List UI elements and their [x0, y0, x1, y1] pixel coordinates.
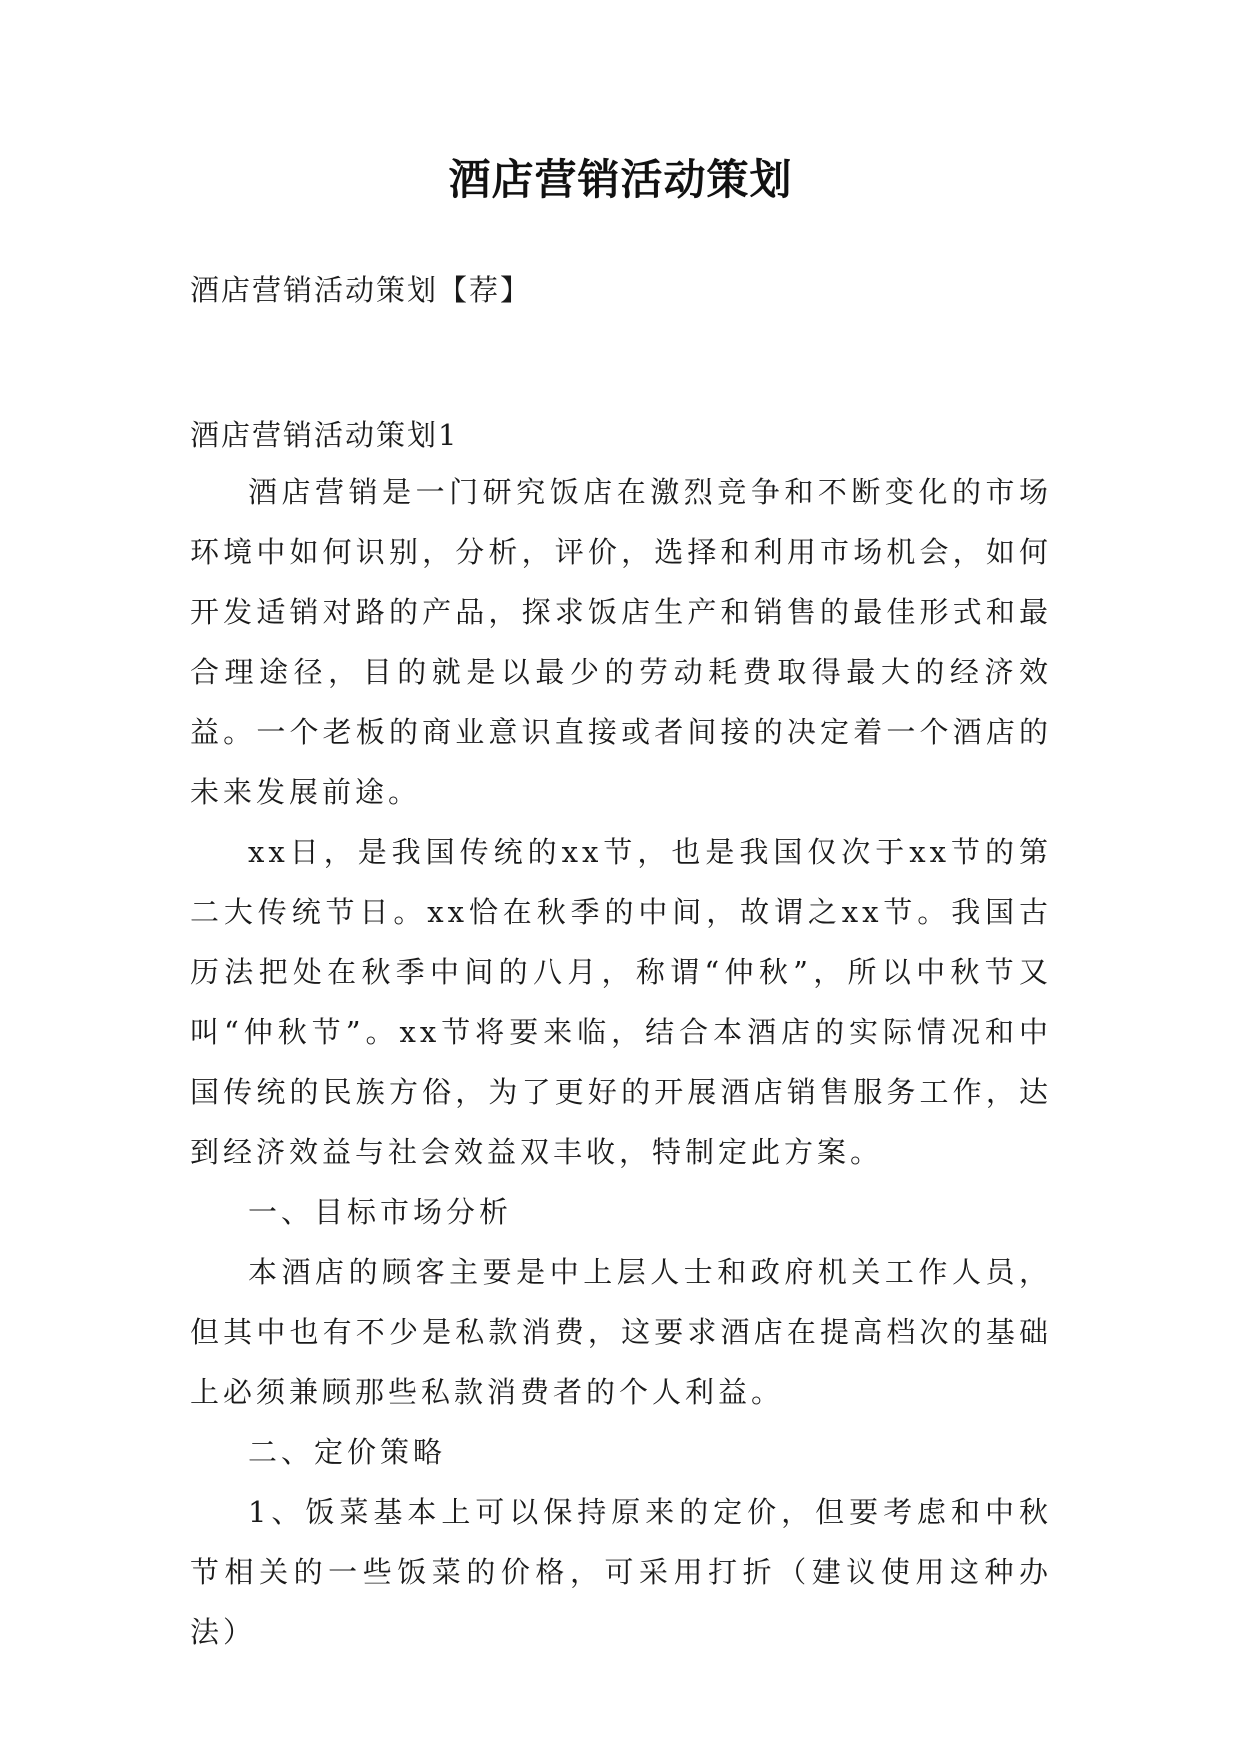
heading-target-market: 一、目标市场分析 [248, 1195, 513, 1229]
heading-pricing: 二、定价策略 [248, 1435, 447, 1469]
document-title: 酒店营销活动策划 [448, 155, 793, 204]
section-title: 酒店营销活动策划1 [190, 418, 459, 452]
paragraph-intro: 酒店营销是一门研究饭店在激烈竞争和不断变化的市场环境中如何识别，分析，评价，选择和利用市场机会，如何开发适销对路的产品，探求饭店生产和销售的最佳形式和最合理途径，目的就是以最少的劳动耗费取得最大的经济效益。一个老板的商业意识直接或者间接的决定着一个酒店的未来发展前途。 [190, 475, 1052, 809]
paragraph-target-market: 本酒店的顾客主要是中上层人士和政府机关工作人员，但其中也有不少是私款消费，这要求酒店在提高档次的基础上必须兼顾那些私款消费者的个人利益。 [190, 1255, 1052, 1409]
paragraph-festival: xx日，是我国传统的xx节，也是我国仅次于xx节的第二大传统节日。xx恰在秋季的中间，故谓之xx节。我国古历法把处在秋季中间的八月，称谓“仲秋”，所以中秋节又叫“仲秋节”。xx节将要来临，结合本酒店的实际情况和中国传统的民族方俗，为了更好的开展酒店销售服务工作，达到经济效益与社会效益双丰收，特制定此方案。 [190, 835, 1052, 1169]
document-body [190, 462, 1052, 1662]
paragraph-pricing-1: 1、饭菜基本上可以保持原来的定价，但要考虑和中秋节相关的一些饭菜的价格，可采用打折（建议使用这种办法） [190, 1495, 1052, 1649]
document-subtitle: 酒店营销活动策划【荐】 [190, 273, 532, 307]
